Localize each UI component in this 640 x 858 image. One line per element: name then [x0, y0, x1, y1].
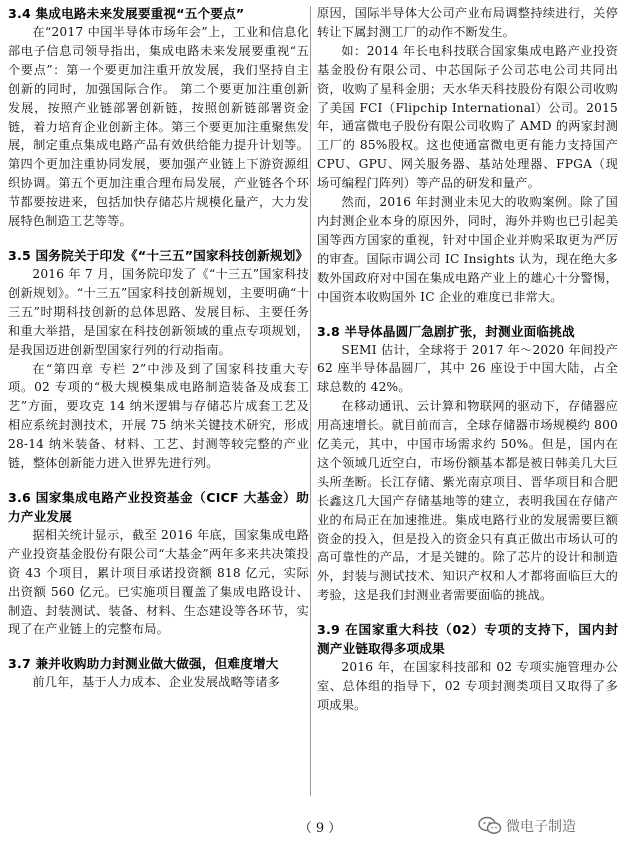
- section-3-7-continuation: 原因，国际半导体大公司产业布局调整持续进行，关停转让下属封测工厂的动作不断发生。: [317, 6, 618, 39]
- section-3-8-paragraph: 在移动通讯、云计算和物联网的驱动下，存储器应用高速增长。就目前而言，全球存储器市场规模约 800 亿美元，其中，中国市场需求约 50%。但是，国内在这个领域几近空白，市场份额基本都是被日韩美几大巨头所垄断。长江存储、紫光南京项目、晋华项目和合肥长鑫这几大国产存储基地等的建立，表明我国在存储产业的布局正在加速推进。集成电路行业的发展需要巨额资金的投入，但是投入的资金只有真正做出市场认可的高可靠性的产品，才是关键的。除了芯片的设计和制造外，封装与测试技术、知识产权和人才都将面临巨大的考验，这是我们封测业者需要面临的挑战。: [317, 399, 618, 603]
- section-3-5-heading: 3.5 国务院关于印发《“十三五”国家科技创新规划》: [8, 247, 309, 263]
- page-number: （ 9 ）: [298, 821, 342, 836]
- section-3-5-paragraph: 在“第四章 专栏 2”中涉及到了国家科技重大专项。02 专项的“极大规模集成电路制造装备及成套工艺”方面，要攻克 14 纳米逻辑与存储芯片成套工艺及相应系统封测技术，开展 75 纳米关键技术研究，形成 28-14 纳米装备、材料、工艺、封测等较完整的产业链，整体创新能力进入世界先进行列。: [8, 361, 309, 471]
- section-3-5-paragraph: 2016 年 7 月，国务院印发了《“十三五”国家科技创新规划》。“十三五”国家科技创新规划，主要明确“十三五”时期科技创新的总体思路、发展目标、主要任务和重大举措，是国家在科技创新领域的重点专项规划，是我国迈进创新型国家行列的行动指南。: [8, 266, 309, 357]
- watermark-text: 微电子制造: [506, 819, 576, 835]
- section-3-8-heading: 3.8 半导体晶圆厂急剧扩张，封测业面临挑战: [317, 323, 575, 339]
- section-3-9-heading: 3.9 在国家重大科技（02）专项的支持下，国内封测产业链取得多项成果: [317, 622, 618, 657]
- section-3-7-paragraph: 前几年，基于人力成本、企业发展战略等诸多: [32, 675, 281, 690]
- section-3-7-heading: 3.7 兼并收购助力封测业做大做强，但难度增大: [8, 656, 279, 672]
- column-divider: [310, 6, 311, 796]
- right-column: [317, 4, 618, 715]
- section-3-6-paragraph: 据相关统计显示，截至 2016 年底，国家集成电路产业投资基金股份有限公司“大基金”两年多来共决策投资 43 个项目，累计项目承诺投资额 818 亿元，实际出资额 560 亿元。已实施项目覆盖了集成电路设计、制造、封装测试、装备、材料、生态建设等各环节，实现了在产业链上的完整布局。: [8, 527, 309, 637]
- section-3-8-paragraph: SEMI 估计，全球将于 2017 年～2020 年间投产 62 座半导体晶圆厂，其中 26 座设于中国大陆，占全球总数的 42%。: [317, 342, 618, 395]
- watermark: [478, 814, 576, 838]
- wechat-icon: [478, 816, 502, 836]
- section-3-6-heading: 3.6 国家集成电路产业投资基金（CICF 大基金）助力产业发展: [8, 489, 309, 524]
- section-3-4-paragraph: 在“2017 中国半导体市场年会”上，工业和信息化部电子信息司领导指出，集成电路未来发展要重视“五个要点”：第一个要更加注重开放发展，我们坚持自主创新的同时，加强国际合作。 第二个要更加注重创新发展，按照产业链部署创新链，按照创新链部署资金链，着力培育企业创新主体。第三个要更加注重聚焦发展，制定重点集成电路产品有效供给能力提升计划等。 第四个更加注重协同发展，要加强产业链上下游资源组织协调。第五个更加注重合理布局发展，产业链各个环节都要按进来，包括加快存储芯片规模化量产，大力发展特色制造工艺等等。: [8, 25, 309, 229]
- section-3-9-paragraph: 2016 年，在国家科技部和 02 专项实施管理办公室、总体组的指导下，02 专项封测类项目又取得了多项成果。: [317, 660, 618, 712]
- left-column: [8, 4, 309, 692]
- section-3-4-heading: 3.4 集成电路未来发展要重视“五个要点”: [8, 6, 245, 21]
- section-3-7-paragraph: 如：2014 年长电科技联合国家集成电路产业投资基金股份有限公司、中芯国际子公司芯电公司共同出资，收购了星科金朋；天水华天科技股份有限公司收购了美国 FCI（Flipchip International）公司。2015 年，通富微电子股份有限公司收购了 AMD 的两家封测工厂的 85%股权。这也使通富微电更有能力支持国产 CPU、GPU、网关服务器、基站处理器、FPGA（现场可编程门阵列）等产品的研发和量产。: [317, 43, 618, 191]
- section-3-7-paragraph: 然而，2016 年封测业未见大的收购案例。除了国内封测企业本身的原因外，同时，海外并购也已引起美国等西方国家的重视，针对中国企业并购采取更为严厉的审查。国际市调公司 IC Insights 认为，现在绝大多数外国政府对中国在集成电路产业上的雄心十分警惕，中国资本收购国外 IC 企业的难度已非常大。: [317, 195, 618, 304]
